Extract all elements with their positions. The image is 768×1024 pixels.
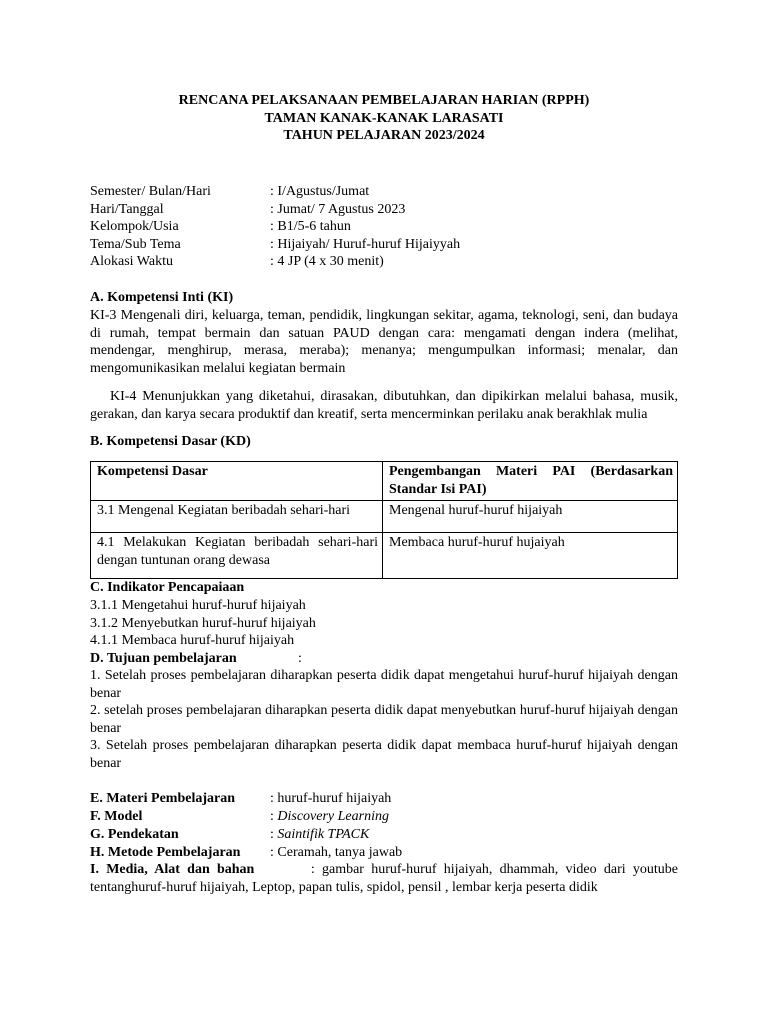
table-cell: Mengenal huruf-huruf hijaiyah: [383, 501, 678, 533]
header-title: RENCANA PELAKSANAAN PEMBELAJARAN HARIAN (RPPH): [178, 93, 590, 108]
list-item: 3.1.1 Mengetahui huruf-huruf hijaiyah: [90, 598, 306, 613]
info-value: : I/Agustus/Jumat: [270, 184, 370, 199]
meta-row-pendekatan: [90, 826, 678, 844]
table-row: [91, 501, 678, 533]
meta-value: : huruf-huruf hijaiyah: [270, 791, 392, 806]
meta-value: : Ceramah, tanya jawab: [270, 845, 403, 860]
table-row: [91, 533, 678, 579]
info-value: : 4 JP (4 x 30 menit): [270, 254, 384, 270]
list-item: 3.1.2 Menyebutkan huruf-huruf hijaiyah: [90, 615, 316, 631]
meta-row-model: [90, 808, 678, 826]
list-item: 4.1.1 Membaca huruf-huruf hijaiyah: [90, 633, 295, 649]
section-b-title: B. Kompetensi Dasar (KD): [90, 434, 251, 449]
table-header-cell: Pengembangan Materi PAI (Berdasarkan Standar Isi PAI): [383, 462, 678, 501]
meta-label: H. Metode Pembelajaran: [90, 845, 241, 860]
meta-colon: :: [270, 827, 278, 842]
meta-label: F. Model: [90, 809, 143, 824]
section-d-title: D. Tujuan pembelajaran: [90, 651, 237, 666]
section-a-title: A. Kompetensi Inti (KI): [90, 290, 234, 305]
meta-value: Discovery Learning: [277, 809, 389, 824]
indicator-list: [90, 597, 678, 650]
info-row: [90, 218, 678, 236]
meta-row-materi: [90, 790, 678, 808]
meta-label: I. Media, Alat dan bahan: [90, 862, 255, 877]
table-header-row: [91, 462, 678, 501]
meta-colon: :: [270, 809, 278, 824]
info-label: Hari/Tanggal: [90, 201, 164, 217]
ki4-paragraph: KI-4 Menunjukkan yang diketahui, dirasakan, dibutuhkan, dan dipikirkan melalui bahasa, musik, gerakan, dan karya secara produktif dan kreatif, serta mencerminkan perilaku anak berakhlak mulia: [90, 389, 678, 422]
media-paragraph: [90, 861, 678, 896]
table-cell: Membaca huruf-huruf hujaiyah: [383, 533, 678, 579]
meta-label: G. Pendekatan: [90, 827, 179, 842]
info-label: Semester/ Bulan/Hari: [90, 184, 211, 199]
list-item: 1. Setelah proses pembelajaran diharapkan peserta didik dapat mengetahui huruf-huruf hijaiyah dengan benar: [90, 668, 678, 701]
meta-value: Saintifik TPACK: [277, 827, 370, 842]
meta-label: E. Materi Pembelajaran: [90, 791, 236, 806]
meta-value: : gambar huruf-huruf hijaiyah, dhammah, video dari youtube tentanghuruf-huruf hijaiyah, Leptop, papan tulis, spidol, pensil , lembar kerja peserta didik: [90, 862, 678, 895]
info-value: : Hijaiyah/ Huruf-huruf Hijaiyyah: [270, 236, 461, 252]
table-cell: 4.1 Melakukan Kegiatan beribadah sehari-hari dengan tuntunan orang dewasa: [91, 533, 383, 579]
info-row: [90, 183, 678, 201]
info-row: [90, 253, 678, 271]
section-c-title: C. Indikator Pencapaiaan: [90, 580, 245, 595]
table-cell: 3.1 Mengenal Kegiatan beribadah sehari-hari: [91, 501, 383, 533]
list-item: 3. Setelah proses pembelajaran diharapkan peserta didik dapat membaca huruf-huruf hijaiyah dengan benar: [90, 738, 678, 771]
objective-list: [90, 667, 678, 773]
info-row: [90, 236, 678, 254]
document-header: [90, 92, 678, 145]
meta-row-metode: [90, 844, 678, 862]
info-label: Tema/Sub Tema: [90, 236, 181, 252]
info-label: Alokasi Waktu: [90, 254, 173, 270]
header-school: TAMAN KANAK-KANAK LARASATI: [264, 110, 504, 126]
kd-table: [90, 461, 678, 579]
header-year: TAHUN PELAJARAN 2023/2024: [283, 128, 485, 144]
info-label: Kelompok/Usia: [90, 219, 179, 235]
section-d-colon: :: [298, 651, 302, 666]
list-item: 2. setelah proses pembelajaran diharapkan peserta didik dapat menyebutkan huruf-huruf hijaiyah dengan benar: [90, 703, 678, 736]
info-row: [90, 201, 678, 219]
table-header-cell: Kompetensi Dasar: [91, 462, 383, 501]
ki3-paragraph: KI-3 Mengenali diri, keluarga, teman, pendidik, lingkungan sekitar, agama, teknologi, seni, dan budaya di rumah, tempat bermain dan satuan PAUD dengan cara: mengamati dengan indera (melihat, mendengar, menghirup, merasa, meraba); menanya; mengumpulkan informasi; menalar, dan mengomunikasikan melalui kegiatan bermain: [90, 308, 678, 376]
identity-block: [90, 183, 678, 271]
info-value: : B1/5-6 tahun: [270, 219, 351, 235]
info-value: : Jumat/ 7 Agustus 2023: [270, 201, 406, 217]
